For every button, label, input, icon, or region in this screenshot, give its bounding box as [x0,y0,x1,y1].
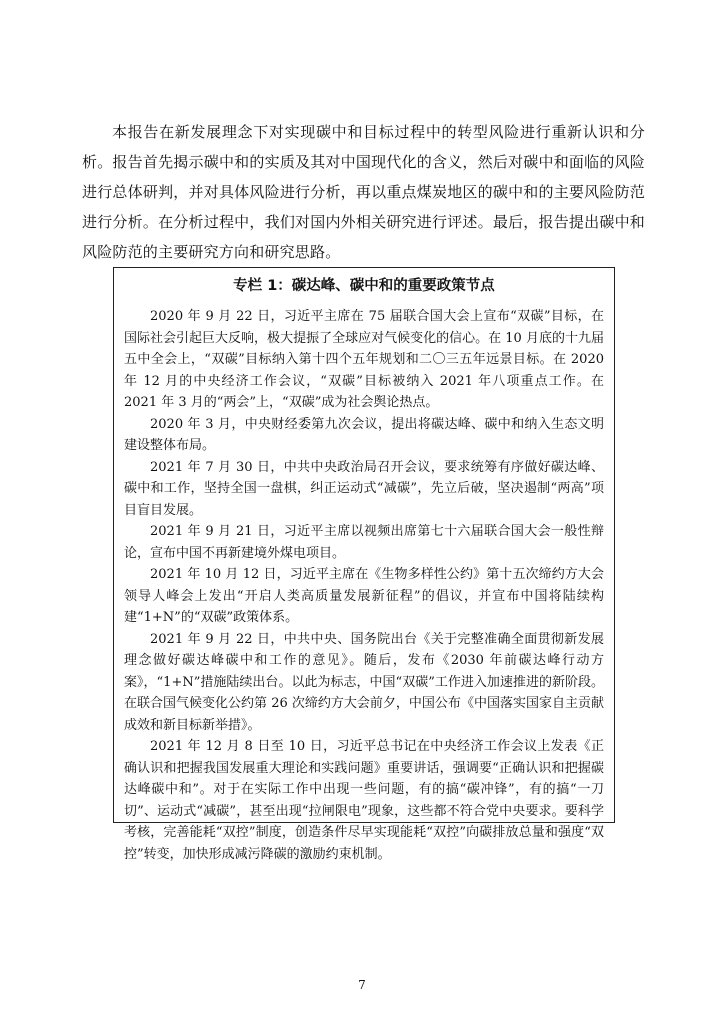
sidebar-title: 专栏 1：碳达峰、碳中和的重要政策节点 [233,278,495,294]
page-number: 7 [358,978,366,992]
sidebar-paragraph: 2020 年 9 月 22 日，习近平主席在 75 届联合国大会上宣布“双碳”目标，在国际社会引起巨大反响，极大提振了全球应对气候变化的信心。在 10 月底的十九届五中全会上，“双碳”目标纳入第十四个五年规划和二〇三五年远景目标。在 2020 年 12 月的中央经济工作会议，“双碳”目标被纳入 2021 年八项重点工作。在 2021 年 3 月的“两会”上，“双碳”成为社会舆论热点。 [124,309,604,410]
sidebar-paragraph: 2021 年 12 月 8 日至 10 日，习近平总书记在中央经济工作会议上发表《正确认识和把握我国发展重大理论和实践问题》重要讲话，强调要“正确认识和把握碳达峰碳中和”。对于在实际工作中出现一些问题，有的搞“碳冲锋”，有的搞“一刀切”、运动式“减碳”，甚至出现“拉闸限电”现象，这些都不符合党中央要求。要科学考核，完善能耗“双控”制度，创造条件尽早实现能耗“双控”向碳排放总量和强度“双控”转变，加快形成减污降碳的激励约束机制。 [124,739,604,862]
sidebar-paragraph: 2021 年 9 月 21 日，习近平主席以视频出席第七十六届联合国大会一般性辩论，宣布中国不再新建境外煤电项目。 [124,524,604,561]
sidebar-paragraph: 2021 年 7 月 30 日，中共中央政治局召开会议，要求统筹有序做好碳达峰、碳中和工作，坚持全国一盘棋，纠正运动式“减碳”，先立后破，坚决遏制“两高”项目盲目发展。 [124,459,604,518]
sidebar-paragraph: 2021 年 10 月 12 日，习近平主席在《生物多样性公约》第十五次缔约方大会领导人峰会上发出“开启人类高质量发展新征程”的倡议，并宣布中国将陆续构建“1+N”的“双碳”政策体系。 [124,567,604,625]
policy-sidebar-box [113,267,615,862]
sidebar-paragraph: 2021 年 9 月 22 日，中共中央、国务院出台《关于完整准确全面贯彻新发展理念做好碳达峰碳中和工作的意见》。随后，发布《2030 年前碳达峰行动方案》，“1+N”措施陆续出台。以此为标志，中国“双碳”工作进入加速推进的新阶段。在联合国气候变化公约第 26 次缔约方大会前夕，中国公布《中国落实国家自主贡献成效和新目标新举措》。 [124,631,604,733]
sidebar-paragraph: 2020 年 3 月，中央财经委第九次会议，提出将碳达峰、碳中和纳入生态文明建设整体布局。 [124,416,604,453]
intro-paragraph: 本报告在新发展理念下对实现碳中和目标过程中的转型风险进行重新认识和分析。报告首先揭示碳中和的实质及其对中国现代化的含义，然后对碳中和面临的风险进行总体研判，并对具体风险进行分析，再以重点煤炭地区的碳中和的主要风险防范进行分析。在分析过程中，我们对国内外相关研究进行评述。最后，报告提出碳中和风险防范的主要研究方向和研究思路。 [82,123,645,261]
